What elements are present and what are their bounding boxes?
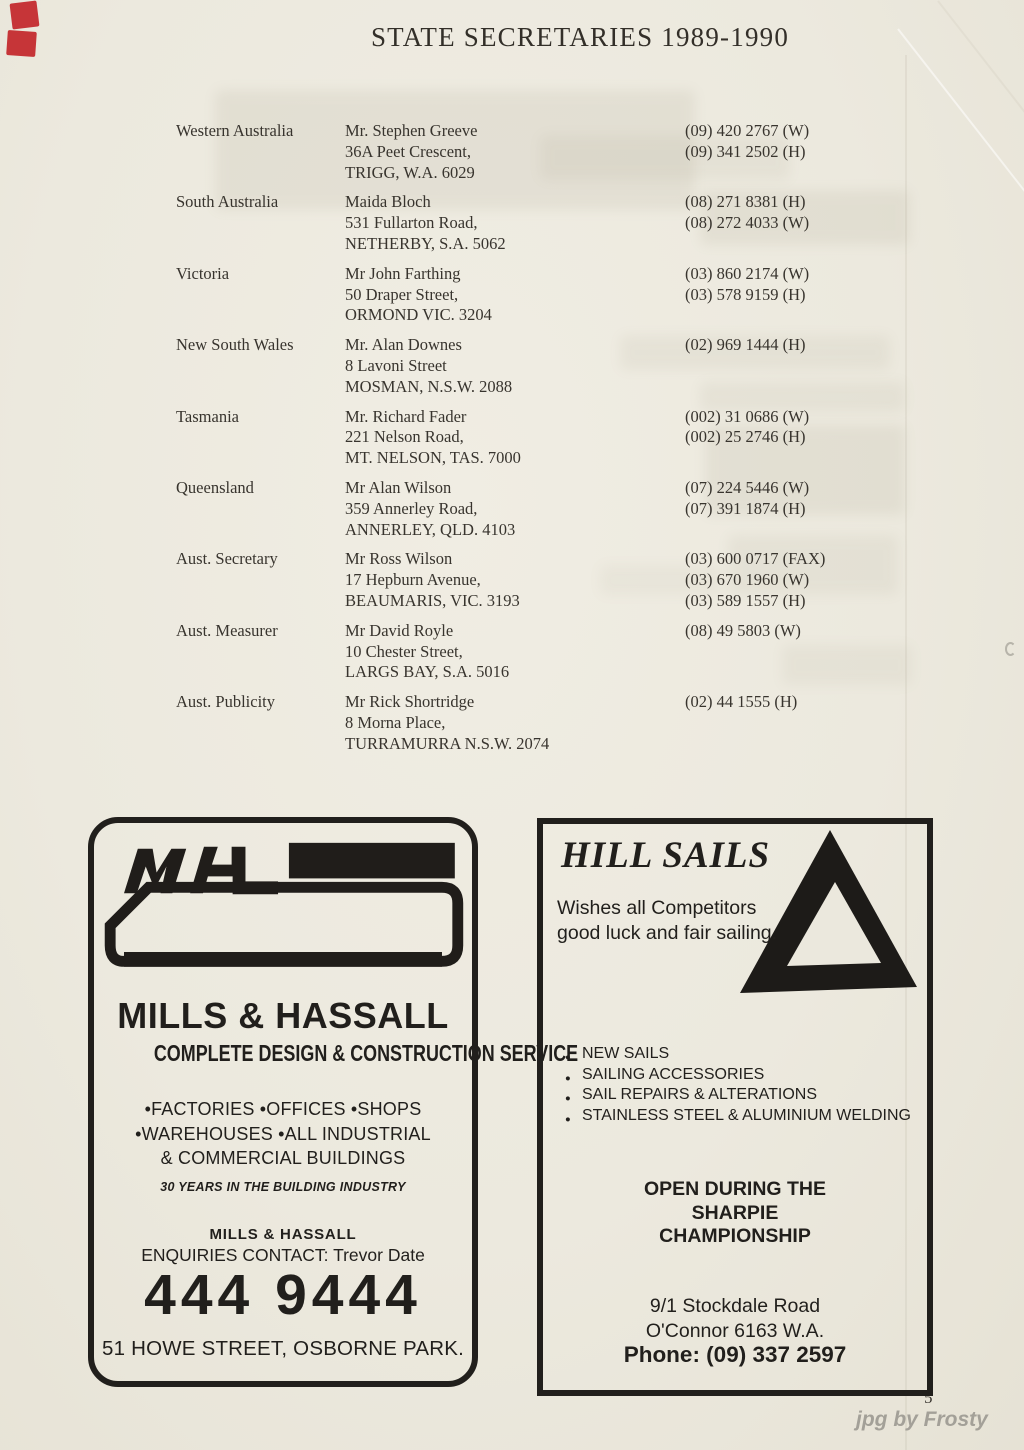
entry-line: 10 Chester Street, xyxy=(345,641,463,661)
phone-line: (02) 44 1555 (H) xyxy=(685,692,798,712)
entry-name-address xyxy=(345,692,685,754)
entry-role: Aust. Measurer xyxy=(176,620,278,640)
entry-role: South Australia xyxy=(176,192,279,212)
mills-company-name: MILLS & HASSALL xyxy=(117,995,449,1036)
entry-name-address xyxy=(345,335,685,397)
entry-line: LARGS BAY, S.A. 5016 xyxy=(345,662,510,682)
phone-line: (08) 49 5803 (W) xyxy=(685,620,801,640)
entry-line: Mr. Richard Fader xyxy=(345,406,467,426)
phone-line: (07) 391 1874 (H) xyxy=(685,498,806,518)
phone-line: (08) 271 8381 (H) xyxy=(685,192,806,212)
phone-line: (03) 600 0717 (FAX) xyxy=(685,549,826,569)
entry-phones xyxy=(685,478,866,540)
hill-address-line: O'Connor 6163 W.A. xyxy=(645,1319,825,1342)
hill-street-address xyxy=(543,1294,927,1343)
entry-line: Mr John Farthing xyxy=(345,263,461,283)
paper-crease xyxy=(897,28,1024,195)
directory-entry xyxy=(176,335,866,397)
hill-sails-ad xyxy=(537,818,933,1396)
mills-experience-line: 30 YEARS IN THE BUILDING INDUSTRY xyxy=(160,1180,406,1194)
entry-name-address xyxy=(345,121,685,183)
directory-entry xyxy=(176,264,866,326)
entry-name-address xyxy=(345,621,685,683)
entry-line: 8 Morna Place, xyxy=(345,712,446,732)
directory-entry xyxy=(176,692,866,754)
entry-line: ORMOND VIC. 3204 xyxy=(345,305,492,325)
phone-line: (02) 969 1444 (H) xyxy=(685,335,806,355)
mills-service-line: & COMMERCIAL BUILDINGS xyxy=(160,1148,406,1168)
hill-services-list xyxy=(565,1044,911,1126)
entry-line: Mr Rick Shortridge xyxy=(345,692,475,712)
entry-line: 359 Annerley Road, xyxy=(345,498,478,518)
mills-service-line: •WAREHOUSES •ALL INDUSTRIAL xyxy=(135,1123,431,1144)
entry-phones xyxy=(685,192,866,254)
entry-line: 17 Hepburn Avenue, xyxy=(345,570,481,590)
phone-line: (03) 578 9159 (H) xyxy=(685,284,806,304)
page-title: STATE SECRETARIES 1989-1990 xyxy=(370,22,790,52)
watermark: jpg by Frosty xyxy=(856,1408,988,1431)
entry-line: Mr David Royle xyxy=(345,620,454,640)
phone-line: (07) 224 5446 (W) xyxy=(685,477,810,497)
directory-entry xyxy=(176,549,866,611)
entry-line: TRIGG, W.A. 6029 xyxy=(345,162,475,182)
entry-phones xyxy=(685,549,866,611)
mills-tagline xyxy=(94,1040,579,1067)
entry-line: ANNERLEY, QLD. 4103 xyxy=(345,519,516,539)
hill-phone-number: Phone: (09) 337 2597 xyxy=(623,1342,847,1367)
entry-line: BEAUMARIS, VIC. 3193 xyxy=(345,590,520,610)
entry-role: Western Australia xyxy=(176,121,294,140)
entry-line: MT. NELSON, TAS. 7000 xyxy=(345,448,521,468)
entry-name-address xyxy=(345,192,685,254)
phone-line: (08) 272 4033 (W) xyxy=(685,213,810,233)
page-number: 5 xyxy=(924,1388,933,1407)
red-ink-mark xyxy=(10,0,40,29)
red-ink-mark xyxy=(6,30,37,57)
phone-line: (03) 860 2174 (W) xyxy=(685,263,810,283)
directory-entry xyxy=(176,621,866,683)
entry-line: 50 Draper Street, xyxy=(345,284,459,304)
entry-line: TURRAMURRA N.S.W. 2074 xyxy=(345,733,550,753)
entry-name-address xyxy=(345,549,685,611)
directory-entry xyxy=(176,121,866,183)
hill-service-item: ● SAIL REPAIRS & ALTERATIONS xyxy=(565,1085,911,1106)
phone-line: (03) 670 1960 (W) xyxy=(685,570,810,590)
entry-line: Mr Alan Wilson xyxy=(345,477,452,497)
entry-line: 531 Fullarton Road, xyxy=(345,213,478,233)
entry-role: Aust. Publicity xyxy=(176,692,276,712)
directory-entry xyxy=(176,478,866,540)
directory-entry xyxy=(176,192,866,254)
entry-role: Victoria xyxy=(176,263,230,283)
mills-hassall-logo-icon xyxy=(94,831,470,989)
phone-line: (03) 589 1557 (H) xyxy=(685,590,806,610)
hill-service-item: ● STAINLESS STEEL & ALUMINIUM WELDING xyxy=(565,1106,911,1127)
mills-phone-number: 444 9444 xyxy=(144,1263,422,1327)
hill-address-line: 9/1 Stockdale Road xyxy=(649,1295,821,1317)
hill-service-item: ● SAILING ACCESSORIES xyxy=(565,1065,911,1086)
entry-name-address xyxy=(345,478,685,540)
mills-street-address: 51 HOWE STREET, OSBORNE PARK. xyxy=(102,1337,464,1360)
paper-crease xyxy=(937,0,1024,119)
mills-services-list xyxy=(94,1097,472,1171)
entry-line: Mr. Alan Downes xyxy=(345,335,462,355)
entry-role: New South Wales xyxy=(176,335,294,355)
mills-service-line: •FACTORIES •OFFICES •SHOPS xyxy=(144,1099,422,1119)
entry-phones xyxy=(685,264,866,326)
hill-service-item: ● NEW SAILS xyxy=(565,1044,911,1065)
directory-entry xyxy=(176,407,866,469)
phone-line: (09) 420 2767 (W) xyxy=(685,121,810,140)
entry-phones xyxy=(685,621,866,683)
hill-open-notice xyxy=(543,1178,927,1249)
entry-name-address xyxy=(345,407,685,469)
phone-line: (002) 31 0686 (W) xyxy=(685,406,810,426)
entry-line: 221 Nelson Road, xyxy=(345,427,464,447)
entry-phones xyxy=(685,407,866,469)
hill-goodluck-message: Wishes all Competitors good luck and fair sailing. xyxy=(557,897,778,944)
hill-open-line: SHARPIE xyxy=(691,1201,779,1224)
entry-line: 36A Peet Crescent, xyxy=(345,141,472,161)
stray-mark xyxy=(1005,642,1016,656)
phone-line: (002) 25 2746 (H) xyxy=(685,427,806,447)
entry-line: Mr. Stephen Greeve xyxy=(345,121,478,140)
entry-role: Aust. Secretary xyxy=(176,549,278,569)
entry-role: Tasmania xyxy=(176,406,239,426)
entry-line: MOSMAN, N.S.W. 2088 xyxy=(345,376,513,396)
mills-company-name-small: MILLS & HASSALL xyxy=(209,1226,357,1243)
hill-company-name: HILL SAILS xyxy=(561,835,771,876)
entry-line: NETHERBY, S.A. 5062 xyxy=(345,233,506,253)
mills-contact-line: ENQUIRIES CONTACT: Trevor Date xyxy=(141,1245,425,1265)
phone-line: (09) 341 2502 (H) xyxy=(685,141,806,161)
entry-phones xyxy=(685,692,866,754)
mills-hassall-ad xyxy=(88,817,579,1387)
entry-line: Mr Ross Wilson xyxy=(345,549,453,569)
hill-open-line: OPEN DURING THE xyxy=(643,1178,826,1200)
hill-open-line: CHAMPIONSHIP xyxy=(659,1225,811,1247)
entry-role: Queensland xyxy=(176,477,254,497)
entry-line: Maida Bloch xyxy=(345,192,431,212)
entry-phones xyxy=(685,335,866,397)
mills-tagline-text: COMPLETE DESIGN & CONSTRUCTION SERVICE xyxy=(153,1040,579,1066)
state-secretaries-directory xyxy=(176,121,866,764)
entry-name-address xyxy=(345,264,685,326)
entry-line: 8 Lavoni Street xyxy=(345,355,447,375)
entry-phones xyxy=(685,121,866,183)
